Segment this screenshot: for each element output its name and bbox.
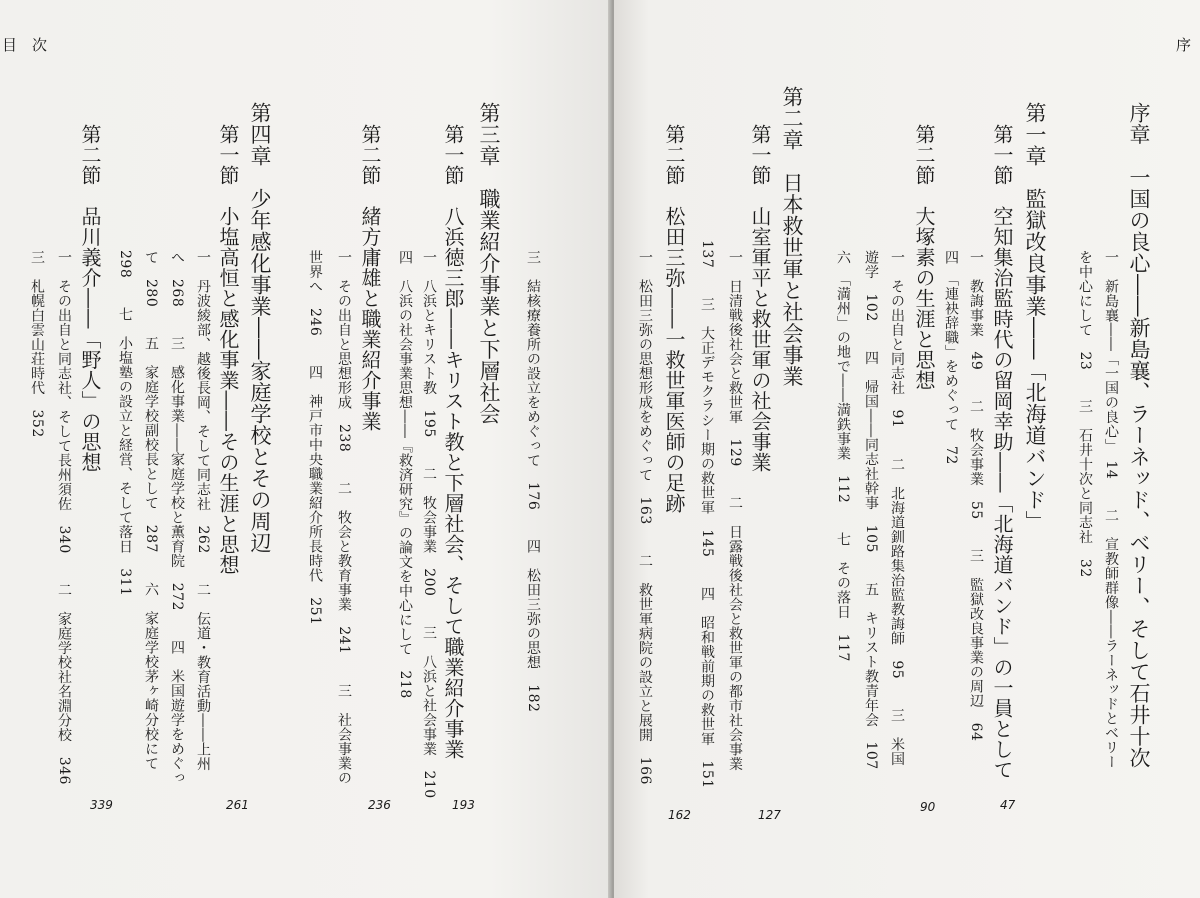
toc-items: 一 教誨事業 49 二 牧会事業 55 三 監獄改良事業の周辺 64 bbox=[968, 250, 984, 742]
page-number: 127 bbox=[758, 808, 781, 822]
toc-items: 一 丹波綾部、越後長岡、そして同志社 262 二 伝道・教育活動――上州 bbox=[195, 250, 211, 772]
page-number: 339 bbox=[90, 798, 113, 812]
section-heading: 第一節 八浜徳三郎――キリスト教と下層社会、そして職業紹介事業 bbox=[441, 124, 465, 760]
section-heading: 第二節 品川義介――「野人」の思想 bbox=[78, 124, 102, 473]
toc-items: 三 札幌白雲山荘時代 352 bbox=[29, 250, 45, 438]
chapter-heading: 第三章 職業紹介事業と下層社会 bbox=[477, 102, 501, 425]
right-page bbox=[614, 0, 1200, 898]
page-number: 193 bbox=[452, 798, 475, 812]
section-heading: 第一節 小塩高恒と感化事業――その生涯と思想 bbox=[216, 124, 240, 575]
page-number: 47 bbox=[1000, 798, 1016, 812]
toc-items: 298 七 小塩塾の設立と経営、そして落日 311 bbox=[117, 250, 133, 597]
page-number: 162 bbox=[668, 808, 691, 822]
toc-items: て 280 五 家庭学校副校長として 287 六 家庭学校茅ヶ崎分校にて bbox=[143, 250, 159, 771]
toc-items: 遊学 102 四 帰国――同志社幹事 105 五 キリスト教青年会 107 bbox=[863, 250, 879, 770]
toc-items: 六 「満州」の地で――満鉄事業 112 七 その落日 117 bbox=[835, 250, 851, 662]
chapter-heading: 第二章 日本救世軍と社会事業 bbox=[780, 86, 804, 387]
toc-items: 四 八浜の社会事業思想――『救済研究』の論文を中心にして 218 bbox=[397, 250, 413, 699]
page-number: 90 bbox=[920, 800, 936, 814]
chapter-heading: 第一章 監獄改良事業――「北海道バンド」 bbox=[1023, 102, 1047, 532]
page-number: 261 bbox=[226, 798, 249, 812]
running-header: 序 bbox=[1176, 36, 1192, 54]
toc-items: 世界へ 246 四 神戸市中央職業紹介所長時代 251 bbox=[307, 250, 323, 626]
section-heading: 第一節 山室軍平と救世軍の社会事業 bbox=[748, 124, 772, 473]
toc-items: 一 その出自と同志社 91 二 北海道釧路集治監教誨師 95 三 米国 bbox=[889, 250, 905, 767]
section-heading: 第一節 空知集治監時代の留岡幸助――「北海道バンド」の一員として bbox=[990, 124, 1014, 780]
toc-items: を中心にして 23 三 石井十次と同志社 32 bbox=[1077, 250, 1093, 578]
section-heading: 第二節 大塚素の生涯と思想 bbox=[912, 124, 936, 391]
toc-items: 一 新島襄――「一国の良心」 14 二 宣教師群像――ラーネッドとベリー bbox=[1103, 250, 1119, 770]
running-header: 目 次 bbox=[2, 36, 48, 54]
toc-items: 三 結核療養所の設立をめぐって 176 四 松田三弥の思想 182 bbox=[525, 250, 541, 713]
chapter-heading: 序章 一国の良心――新島襄、ラーネッド、ベリー、そして石井十次 bbox=[1127, 102, 1151, 769]
toc-items: 137 三 大正デモクラシー期の救世軍 145 四 昭和戦前期の救世軍 151 bbox=[699, 240, 715, 789]
chapter-heading: 第四章 少年感化事業――家庭学校とその周辺 bbox=[248, 102, 272, 554]
toc-items: 一 その出自と同志社、そして長州須佐 340 二 家庭学校社名淵分校 346 bbox=[56, 250, 72, 785]
toc-items: 一 八浜とキリスト教 195 二 牧会事業 200 三 八浜と社会事業 210 bbox=[421, 250, 437, 799]
section-heading: 第二節 緒方庸雄と職業紹介事業 bbox=[358, 124, 382, 432]
section-heading: 第二節 松田三弥――一救世軍医師の足跡 bbox=[662, 124, 686, 514]
page-number: 236 bbox=[368, 798, 391, 812]
toc-items: 一 日清戦後社会と救世軍 129 二 日露戦後社会と救世軍の都市社会事業 bbox=[727, 250, 743, 772]
toc-items: 四 「連袂辞職」をめぐって 72 bbox=[943, 250, 959, 465]
toc-items: 一 松田三弥の思想形成をめぐって 163 二 救世軍病院の設立と展開 166 bbox=[637, 250, 653, 785]
toc-items: へ 268 三 感化事業――家庭学校と薫育院 272 四 米国遊学をめぐっ bbox=[169, 250, 185, 785]
toc-items: 一 その出自と思想形成 238 二 牧会と教育事業 241 三 社会事業の bbox=[336, 250, 352, 785]
